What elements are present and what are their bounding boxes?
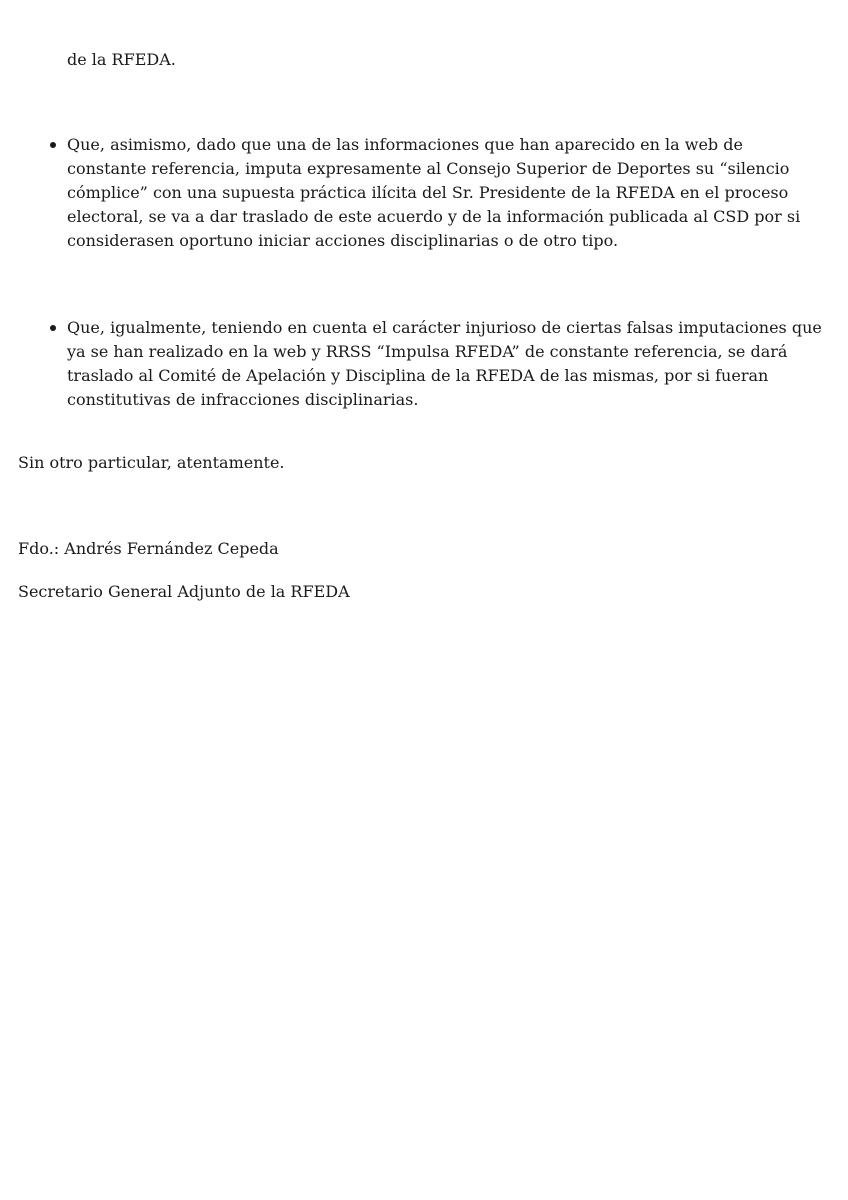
continuation-text: de la RFEDA. — [67, 50, 176, 69]
bullet-text: Que, asimismo, dado que una de las informaciones que han aparecido en la web de constante referencia, imputa expresamente al Consejo Superior de Deportes su “silencio cómplice” con una supuesta práctica ilícita del Sr. Presidente de la RFEDA en el proceso electoral, se va a dar traslado de este acuerdo y de la información publicada al CSD por si considerasen oportuno iniciar acciones disciplinarias o de otro tipo. — [67, 135, 801, 250]
signature-line: Fdo.: Andrés Fernández Cepeda — [18, 539, 279, 558]
list-item — [0, 316, 848, 412]
bullet-icon — [50, 325, 56, 331]
closing-line: Sin otro particular, atentamente. — [18, 453, 285, 472]
bullet-text: Que, igualmente, teniendo en cuenta el carácter injurioso de ciertas falsas imputaciones que ya se han realizado en la web y RRSS “Impulsa RFEDA” de constante referencia, se dará traslado al Comité de Apelación y Disciplina de la RFEDA de las mismas, por si fueran constitutivas de infracciones disciplinarias. — [67, 318, 822, 409]
bullet-icon — [50, 142, 56, 148]
bullet-list-second — [0, 316, 848, 412]
bullet-list-first — [0, 133, 848, 253]
list-item — [0, 133, 848, 253]
signer-role: Secretario General Adjunto de la RFEDA — [18, 582, 350, 601]
